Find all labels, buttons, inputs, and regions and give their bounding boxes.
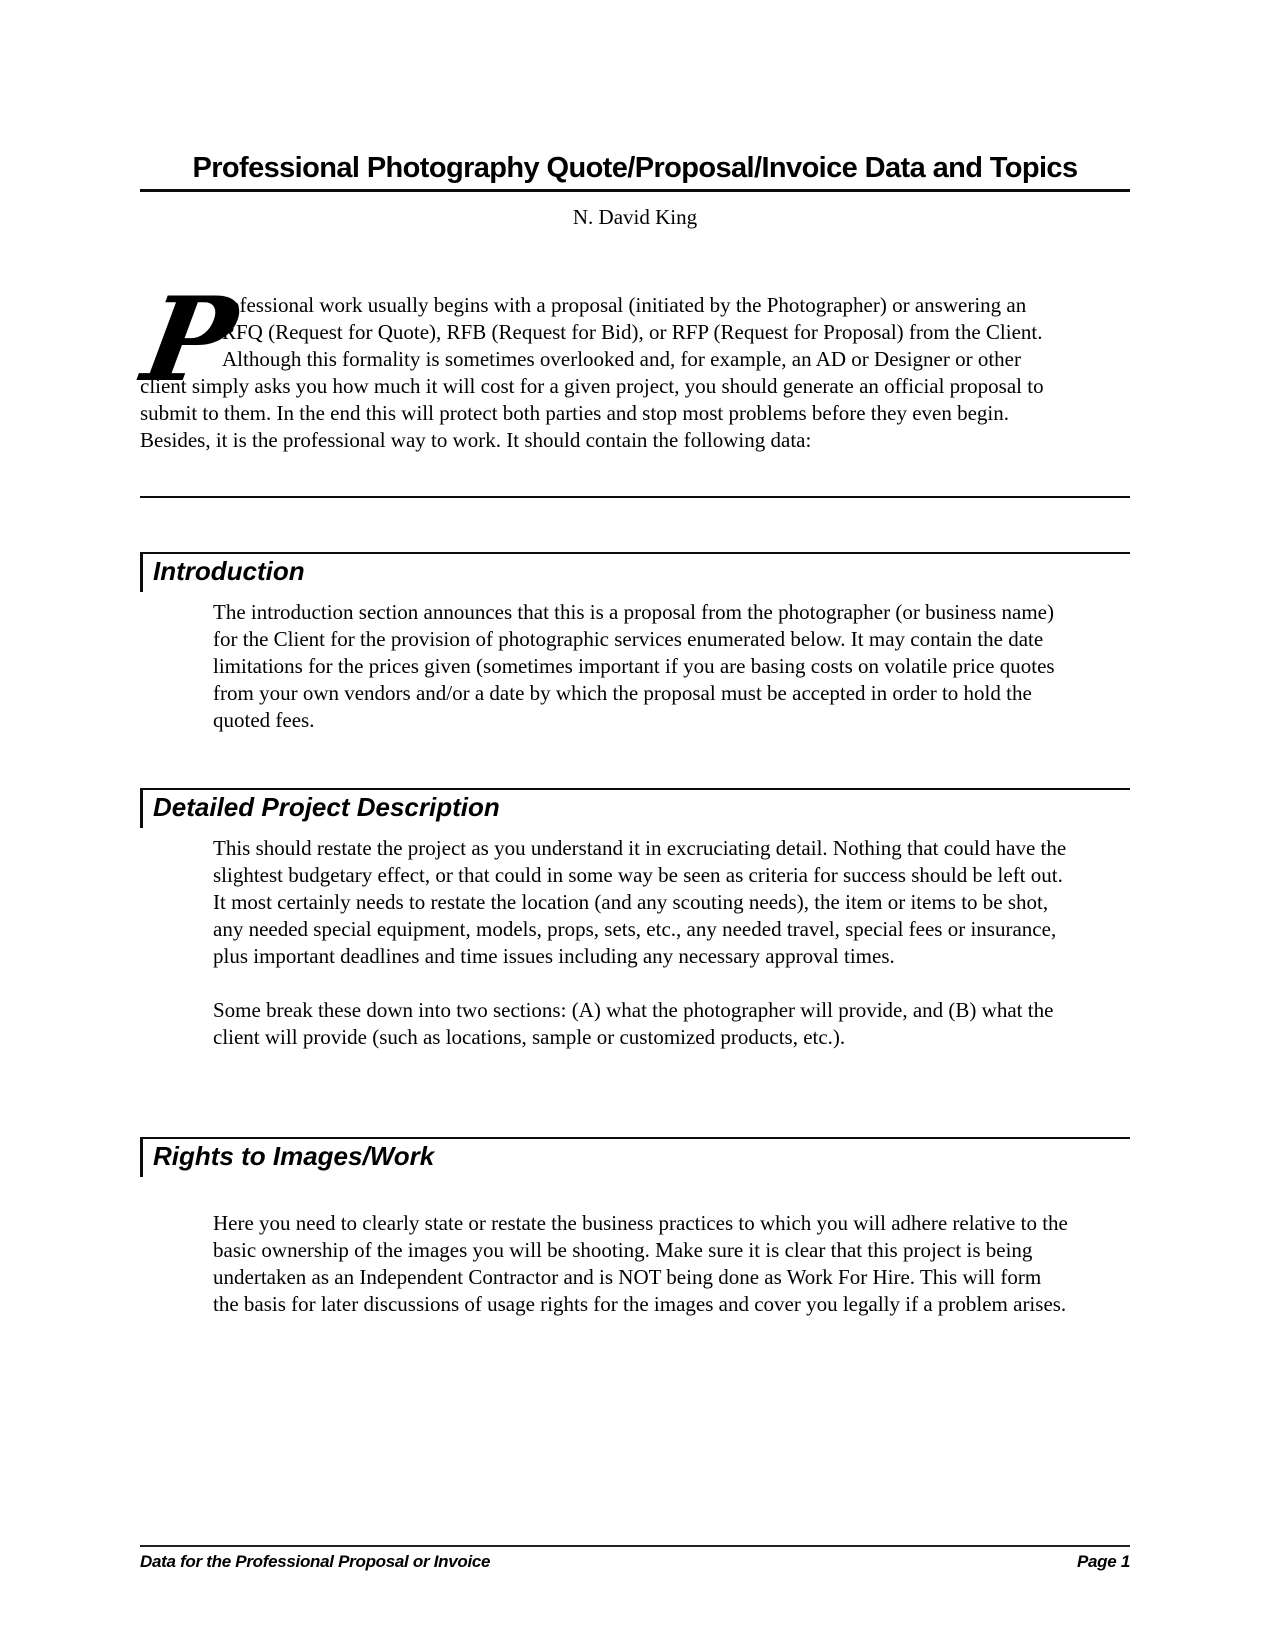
lead-paragraph (134, 272, 1130, 454)
section-heading-introduction: Introduction (140, 552, 1130, 592)
page-title: Professional Photography Quote/Proposal/Invoice Data and Topics (192, 152, 1078, 184)
title-underline (140, 189, 1130, 192)
footer-page-number: Page 1 (1076, 1552, 1130, 1571)
drop-cap (134, 272, 246, 408)
section-heading-detailed-project-description: Detailed Project Description (140, 788, 1130, 828)
lead-paragraph-text: rofessional work usually begins with a proposal (initiated by the Photographer) or answering an RFQ (Request for Quote), RFB (Request for Bid), or RFP (Request for Proposal) from the Client. Although this formality is sometimes overlooked and, for example, an AD or Designer or other client simply asks you how much it will cost for a given project, you should generate an official proposal to submit to them. In the end this will protect both parties and stop most problems before they even begin. Besides, it is the professional way to work. It should contain the following data: (140, 293, 1044, 452)
drop-cap-letter: P (134, 272, 246, 408)
section-divider-rule (140, 496, 1130, 498)
section-heading-rights-to-images-work: Rights to Images/Work (140, 1137, 1130, 1177)
section-paragraph: The introduction section announces that this is a proposal from the photographer (or business name) for the Client for the provision of photographic services enumerated below. It may contain the date limitations for the prices given (sometimes important if you are basing costs on volatile price quotes from your own vendors and/or a date by which the proposal must be accepted in order to hold the quoted fees. (213, 600, 1055, 732)
author-byline: N. David King (572, 205, 698, 229)
footer-document-title: Data for the Professional Proposal or Invoice (140, 1552, 491, 1571)
section-detailed-project-description (140, 788, 1130, 1051)
section-rights-to-images-work (140, 1137, 1130, 1318)
section-paragraph: Here you need to clearly state or restate the business practices to which you will adhere relative to the basic ownership of the images you will be shooting. Make sure it is clear that this project is being undertaken as an Independent Contractor and is NOT being done as Work For Hire. This will form the basis for later discussions of usage rights for the images and cover you legally if a problem arises. (213, 1211, 1068, 1316)
page-footer (140, 1545, 1130, 1572)
section-paragraph: This should restate the project as you understand it in excruciating detail. Nothing that could have the slightest budgetary effect, or that could in some way be seen as criteria for success should be left out. It most certainly needs to restate the location (and any scouting needs), the item or items to be shot, any needed special equipment, models, props, sets, etc., any needed travel, special fees or insurance, plus important deadlines and time issues including any necessary approval times. (213, 836, 1067, 968)
section-introduction (140, 552, 1130, 734)
section-paragraph: Some break these down into two sections: (A) what the photographer will provide, and (B) what the client will provide (such as locations, sample or customized products, etc.). (213, 998, 1054, 1049)
page-content (134, 152, 1130, 1318)
